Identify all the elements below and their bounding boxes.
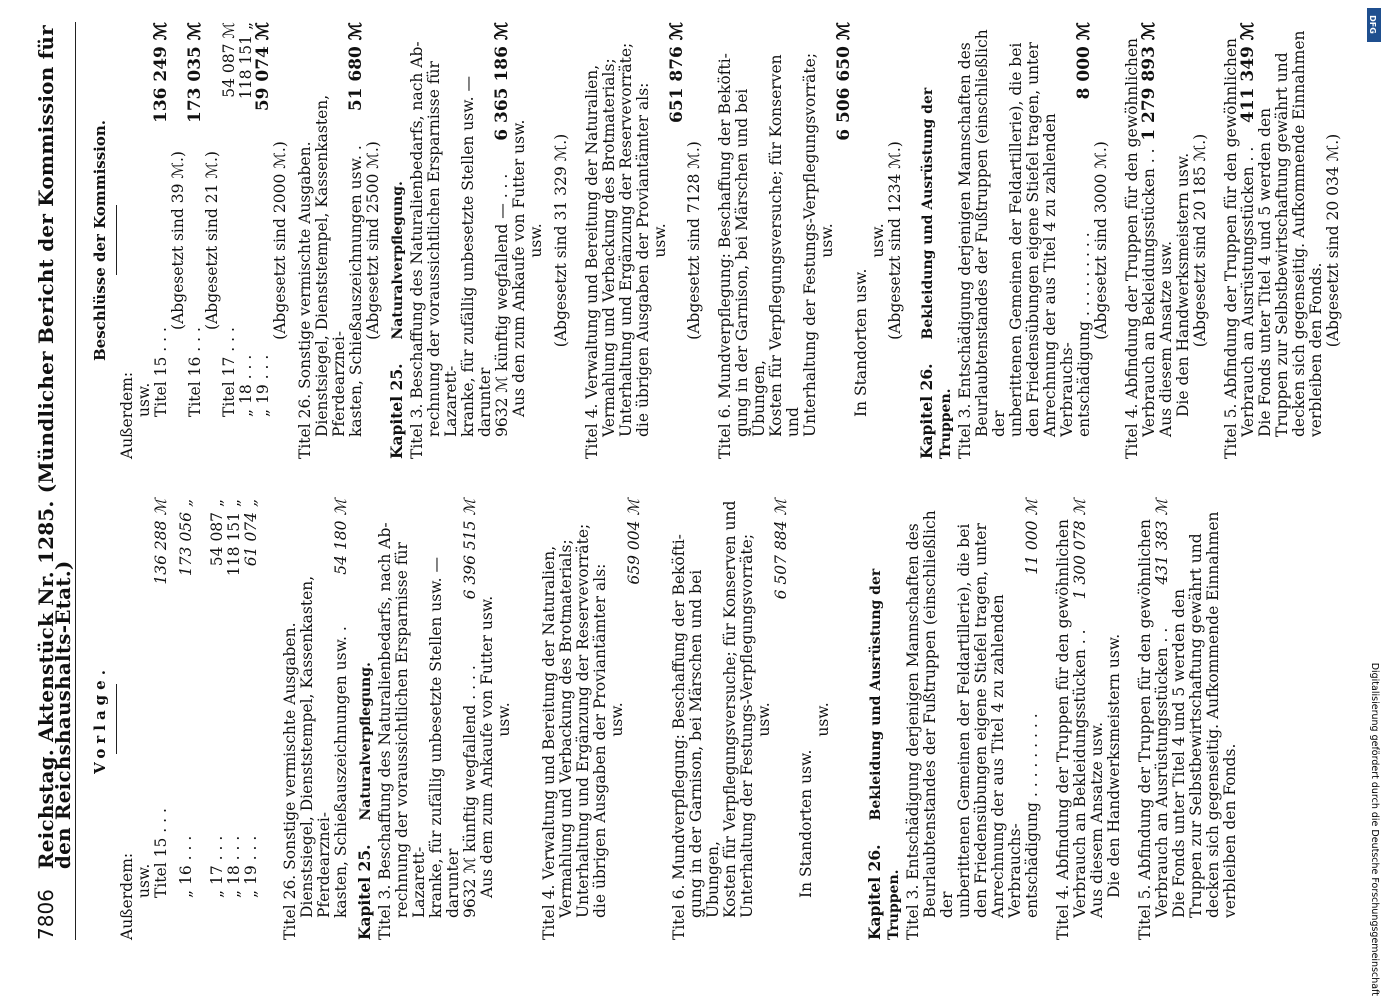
dfg-credit-text: Digitalisierung gefördert durch die Deutsche Forschungsgemeinschaft [1369, 662, 1380, 996]
k25-titel3: Titel 3. Beschaffung des Naturalienbedarfs, nach Ab- rechnung der voraussichtlichen Ersparnisse für Lazarett- kranke, für zufällig unbesetzte Stellen usw. — darunter 9632 ℳ künftig wegfallend — . . . 6 365 186 ℳ Aus den zum Ankaufe von Futter usw. usw. (Abgesetzt sind 31 329 ℳ.) [408, 22, 570, 459]
digitization-sidebar [1366, 0, 1383, 1000]
k25-titel6: Titel 6. Mundverpflegung: Beschaffung der Beköfti- gung in der Garnison, bei Märschen und bei Übungen, Kosten für Verpflegungsversuche; für Konserven und Unterhaltung der Festungs-Verpflegungsvorräte; usw. 6 506 650 ℳ In Standorten usw. usw. (Abgesetzt sind 1234 ℳ.) [716, 22, 904, 459]
two-column-body [84, 22, 1356, 940]
beschluesse-column [84, 22, 1356, 481]
k25-titel4: Titel 4. Verwaltung und Bereitung der Naturalien, Vermahlung und Verbackung des Brotmaterials; Unterhaltung und Ergänzung der Reservevorräte; die übrigen Ausgaben der Proviantämter als: usw. 659 004 ℳ [540, 499, 643, 940]
titel26-text: Dienstsiegel, Dienststempel, Kassenkasten, Pferdearznei- [298, 575, 333, 918]
k26-titel5: Titel 5. Abfindung der Truppen für den gewöhnlichen Verbrauch an Ausrüstungsstücken . . 411 349 ℳ Die Fonds unter Titel 4 und 5 werden den Truppen zur Selbstbewirtschaftung gewährt und decken sich gegenseitig. Aufkommende Einnahmen verbleiben den Fonds. (Abgesetzt sind 20 034 ℳ.) [1222, 22, 1342, 459]
abgesetzt-note: (Abgesetzt sind 2000 ℳ.) [271, 141, 289, 340]
title-row: Titel 15 . . . 136 249 ℳ [151, 22, 171, 417]
usw-text: usw. [135, 863, 153, 898]
title-row: „ 16 . . . 173 056 „ [177, 499, 195, 898]
kapitel25-heading: Kapitel 25.Naturalverpflegung. [355, 662, 374, 940]
column-heading: Vorlage. [91, 665, 109, 774]
titel26-heading: Titel 26. Sonstige vermischte Ausgaben. [281, 622, 299, 940]
titles-list [153, 499, 260, 940]
k26-titel4: Titel 4. Abfindung der Truppen für den gewöhnlichen Verbrauch an Bekleidungsstücken . . 1 300 078 ℳ Aus diesem Ansatze usw. Die den Handwerksmeistern usw. [1054, 499, 1123, 940]
k26-titel5: Titel 5. Abfindung der Truppen für den gewöhnlichen Verbrauch an Ausrüstungsstücken . . 431 383 ℳ Die Fonds unter Titel 4 und 5 werden den Truppen zur Selbstbewirtschaftung gewährt und decken sich gegenseitig. Aufkommende Einnahmen verbleiben den Fonds. [1136, 499, 1239, 940]
page-header [34, 22, 76, 940]
title-row: „ 19 . . . 59 074 ℳ [253, 22, 273, 417]
abgesetzt-note: (Abgesetzt sind 31 329 ℳ.) [552, 133, 570, 348]
title-row: „ 18 . . . 118 151 „ [225, 499, 243, 898]
titel26-amount-row: kasten, Schießauszeichnungen usw. . 54 180 ℳ [332, 499, 350, 918]
heading-rule [116, 206, 117, 276]
title-row: „ 17 . . . 54 087 „ [208, 499, 226, 898]
abgesetzt-note: (Abgesetzt sind 1234 ℳ.) [886, 141, 904, 340]
k26-titel4: Titel 4. Abfindung der Truppen für den gewöhnlichen Verbrauch an Bekleidungsstücken . . 1 279 893 ℳ Aus diesem Ansatze usw. Die den Handwerksmeistern usw. (Abgesetzt sind 20 185 ℳ.) [1123, 22, 1209, 459]
kapitel26-heading: Kapitel 26.Bekleidung und Ausrüstung der Truppen. [865, 568, 902, 940]
abgesetzt-note: (Abgesetzt sind 20 034 ℳ.) [1324, 133, 1342, 348]
kapitel25-heading: Kapitel 25.Naturalverpflegung. [387, 181, 406, 459]
title-row: „ 19 . . . 61 074 „ [242, 499, 260, 898]
abgesetzt-note: (Abgesetzt sind 2500 ℳ.) [364, 141, 382, 340]
abgesetzt-note: (Abgesetzt sind 3000 ℳ.) [1092, 141, 1110, 340]
title-row: Titel 15 . . . 136 288 ℳ [152, 499, 170, 898]
k26-titel3: Titel 3. Entschädigung derjenigen Mannschaften des Beurlaubtenstandes der Fußtruppen (einschließlich der unberittenen Gemeinen der Feldartillerie), die bei den Friedensübungen eigene Stiefel tragen, unter Anrechnung der aus Titel 4 zu zahlenden Verbrauchs- entschädigung . . . . . . . . . 11 000 ℳ [904, 499, 1041, 940]
page-title: Reichstag. Aktenstück Nr. 1285. (Mündlicher Bericht der Kommission für den Reichshaushalts-Etat.) [34, 25, 75, 870]
k25-titel4: Titel 4. Verwaltung und Bereitung der Naturalien, Vermahlung und Verbackung des Brotmaterials; Unterhaltung und Ergänzung der Reservevorräte; die übrigen Ausgaben der Proviantämter als: usw. 651 876 ℳ (Abgesetzt sind 7128 ℳ.) [583, 22, 703, 459]
usw-text: usw. [135, 382, 153, 417]
title-row: „ 18 . . . 118 151 „ [237, 22, 255, 417]
abgesetzt-note: (Abgesetzt sind 39 ℳ.) [169, 151, 187, 330]
vorlage-column [84, 481, 1356, 940]
ausserdem-label: Außerdem: [118, 371, 136, 459]
title-row: Titel 17 . . . 54 087 ℳ [220, 22, 238, 417]
k25-titel6: Titel 6. Mundverpflegung: Beschaffung der Beköfti- gung in der Garnison, bei Märschen und bei Übungen, Kosten für Verpflegungsversuche; für Konserven und Unterhaltung der Festungs-Verpflegungsvorräte; usw. 6 507 884 ℳ In Standorten usw. usw. [670, 499, 832, 940]
page-number: 7806 [34, 889, 58, 940]
column-heading: Beschlüsse der Kommission. [91, 120, 109, 361]
title-row: Titel 16 . . . 173 035 ℳ [185, 22, 205, 417]
ausserdem-label: Außerdem: [118, 852, 136, 940]
titel26-amount-row: kasten, Schießauszeichnungen usw. . 51 680 ℳ [346, 22, 366, 437]
abgesetzt-note: (Abgesetzt sind 7128 ℳ.) [685, 141, 703, 340]
titel26-text: Dienstsiegel, Dienststempel, Kassenkasten, Pferdearznei- [313, 94, 348, 437]
k25-titel3: Titel 3. Beschaffung des Naturalienbedarfs, nach Ab- rechnung der voraussichtlichen Ersparnisse für Lazarett- kranke, für zufällig unbesetzte Stellen usw. — darunter 9632 ℳ künftig wegfallend . . . . 6 396 515 ℳ Aus dem zum Ankaufe von Futter usw. usw. [376, 499, 513, 940]
abgesetzt-note: (Abgesetzt sind 21 ℳ.) [203, 151, 221, 330]
dfg-logo: DFG [1367, 8, 1381, 42]
kapitel26-heading: Kapitel 26.Bekleidung und Ausrüstung der Truppen. [917, 87, 954, 459]
abgesetzt-note: (Abgesetzt sind 20 185 ℳ.) [1191, 133, 1209, 348]
titel26-heading: Titel 26. Sonstige vermischte Ausgaben. [296, 141, 314, 459]
k26-titel3: Titel 3. Entschädigung derjenigen Mannschaften des Beurlaubtenstandes der Fußtruppen (einschließlich der unberittenen Gemeinen der Feldartillerie), die bei den Friedensübungen eigene Stiefel tragen, unter Anrechnung der aus Titel 4 zu zahlenden Verbrauchs- entschädigung . . . . . . . . . 8 000 ℳ (Abgesetzt sind 3000 ℳ.) [956, 22, 1110, 459]
heading-rule [116, 685, 117, 755]
